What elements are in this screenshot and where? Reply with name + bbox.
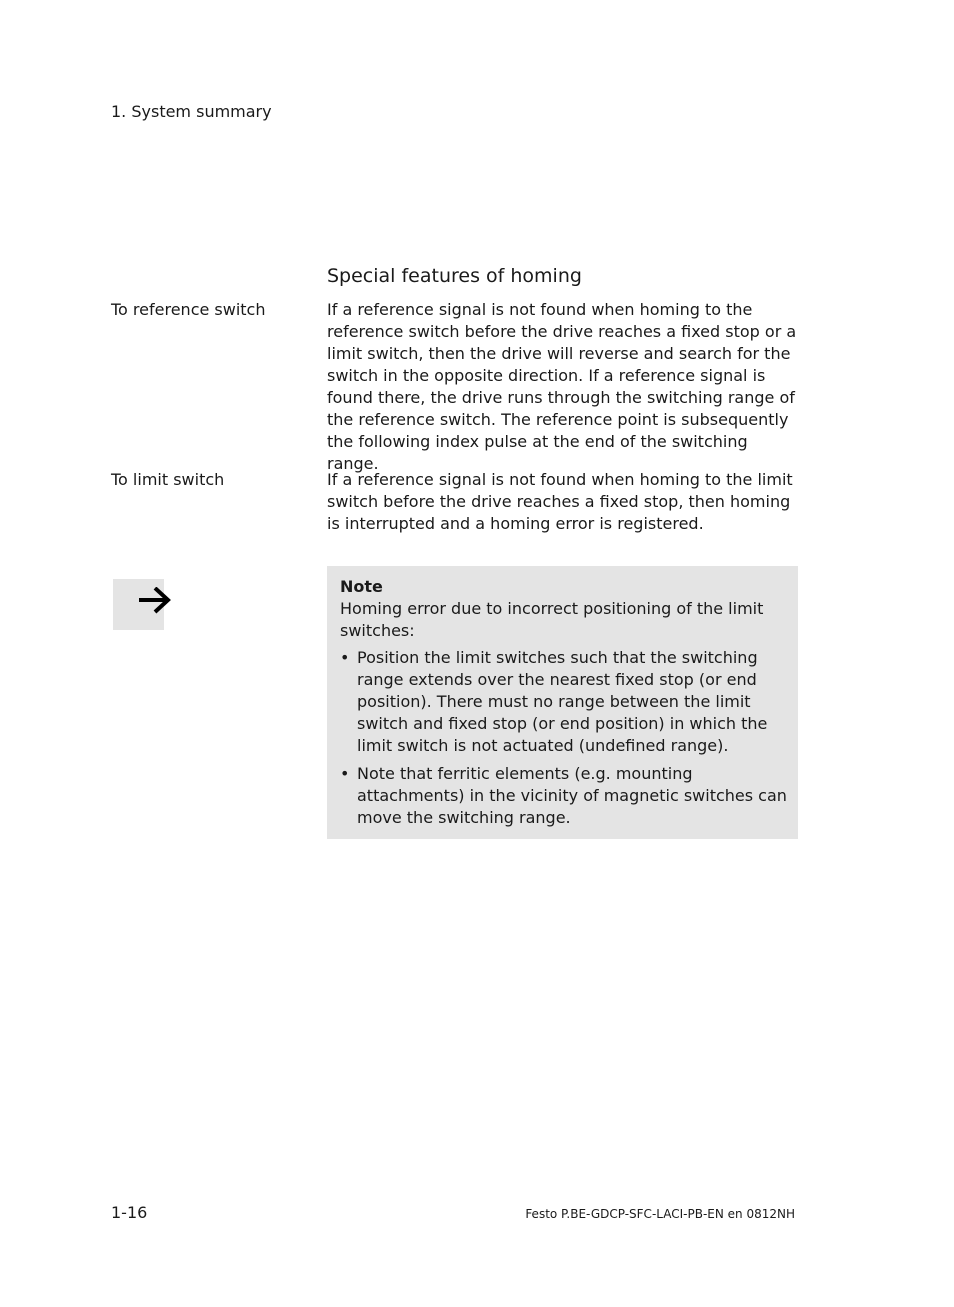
chapter-heading: 1. System summary (111, 102, 272, 121)
note-box (327, 566, 798, 839)
document-reference: Festo P.BE-GDCP-SFC-LACI-PB-EN en 0812NH (525, 1207, 795, 1221)
paragraph-reference-switch: If a reference signal is not found when homing to the reference switch before the drive reaches a fixed stop or a limit switch, then the drive will reverse and search for the switch in the opposite direction. If a reference signal is found there, the drive runs through the switching range of the reference switch. The reference point is subsequently the following index pulse at the end of the switching range. (327, 300, 797, 473)
note-intro: Homing error due to incorrect positioning of the limit switches: (340, 599, 764, 640)
side-label-limit-switch: To limit switch (111, 470, 225, 489)
side-label-reference-switch: To reference switch (111, 300, 266, 319)
note-title: Note (340, 577, 383, 596)
bullet: • (340, 764, 350, 783)
list-item (340, 647, 790, 757)
list-item-text: Position the limit switches such that the switching range extends over the nearest fixed stop (or end position). There must no range between the limit switch and fixed stop (or end position) in which the limit switch is not actuated (undefined range). (357, 648, 768, 755)
note-list (340, 647, 790, 829)
arrow-right-icon (137, 587, 173, 623)
note-marker (113, 579, 164, 630)
list-item-text: Note that ferritic elements (e.g. mounting attachments) in the vicinity of magnetic switches can move the switching range. (357, 764, 787, 827)
bullet: • (340, 648, 350, 667)
paragraph-limit-switch: If a reference signal is not found when homing to the limit switch before the drive reaches a fixed stop, then homing is interrupted and a homing error is registered. (327, 470, 793, 533)
list-item (340, 763, 790, 829)
section-title: Special features of homing (327, 265, 582, 287)
page-number: 1-16 (111, 1203, 148, 1222)
